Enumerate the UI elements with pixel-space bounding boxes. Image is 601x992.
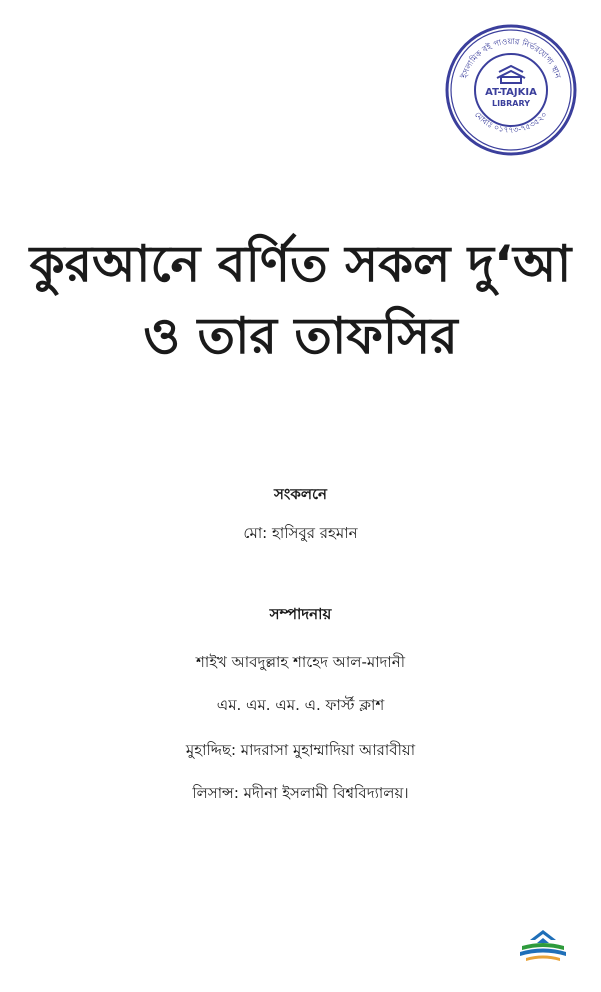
book-title: [0, 228, 601, 372]
publisher-logo: [516, 928, 570, 968]
editing-label: সম্পাদনায়: [269, 605, 332, 623]
compilation-label: সংকলনে: [273, 485, 328, 503]
editor-degree: এম. এম. এম. এ. ফার্স্ট ক্লাশ: [216, 696, 385, 714]
stamp-center-line2: LIBRARY: [491, 99, 531, 108]
stamp-arc-text: ইসলামিক বই পাওয়ার নির্ভরযোগ্য স্থান: [459, 36, 563, 80]
stamp-phone: মোবাঃ ০১৭৭৩-৭৫৩৫২০: [472, 110, 549, 135]
title-line-1: কুরআনে বর্ণিত সকল দু‘আ: [29, 235, 572, 293]
compiler-name: মো: হাসিবুর রহমান: [243, 524, 358, 542]
stamp-center-line1: AT-TAJKIA: [485, 87, 537, 98]
library-stamp: [443, 22, 579, 158]
book-icon: [497, 66, 525, 83]
editor-position: মুহাদ্দিছ: মাদরাসা মুহাম্মাদিয়া আরাবীয়া: [185, 741, 416, 759]
title-line-2: ও তার তাফসির: [143, 307, 458, 365]
editor-licence: লিসান্স: মদীনা ইসলামী বিশ্ববিদ্যালয়।: [192, 784, 409, 802]
editor-name: শাইখ আবদুল্লাহ শাহেদ আল-মাদানী: [195, 653, 406, 671]
svg-text:ইসলামিক বই পাওয়ার নির্ভরযোগ্য: [459, 37, 562, 80]
